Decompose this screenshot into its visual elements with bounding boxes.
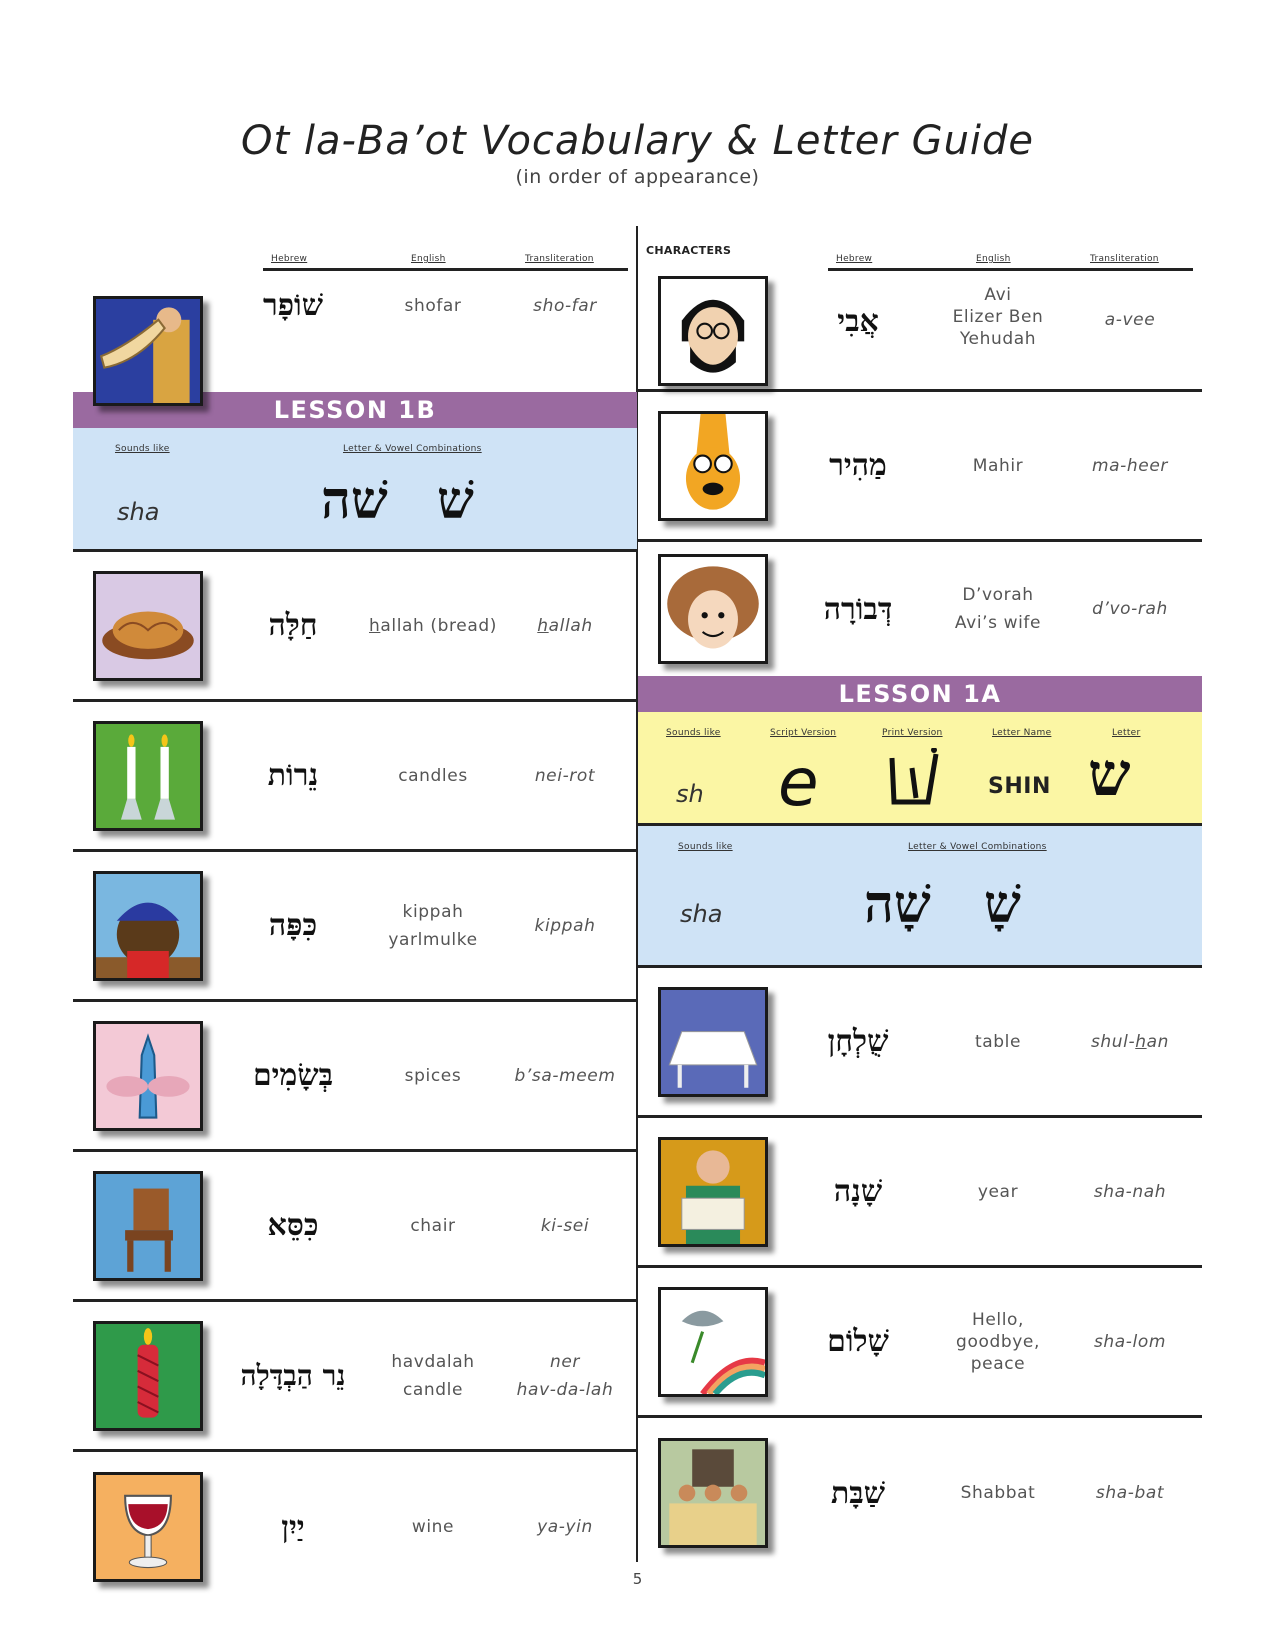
vocab-row-kippah — [73, 852, 637, 1002]
transliteration — [493, 1348, 637, 1404]
vocab-row-shabbat — [638, 1418, 1202, 1568]
english-word: shofar — [404, 296, 462, 316]
vocab-row-chair — [73, 1152, 637, 1302]
english-line-1: havdalah — [391, 1351, 475, 1372]
challah-image — [93, 571, 203, 681]
transliteration: b’sa-meem — [514, 1065, 616, 1086]
hebrew-word: חַלָּה — [268, 608, 318, 643]
transliteration: nei-rot — [534, 765, 596, 786]
vocab-row-shofar — [73, 226, 637, 392]
hebrew-word: בְּשָׂמִים — [252, 1058, 334, 1093]
hebrew-word: כִּפָּה — [268, 908, 318, 943]
shabbat-table-image — [658, 1438, 768, 1548]
english-word — [363, 898, 503, 954]
header-english: English — [411, 254, 446, 264]
transliteration: ki-sei — [540, 1215, 590, 1236]
havdalah-candle-image — [93, 1321, 203, 1431]
lesson-1a-letter-row — [638, 712, 1202, 826]
lesson-1b-combinations — [73, 428, 637, 552]
chair-image — [93, 1171, 203, 1281]
vocab-row-spices — [73, 1002, 637, 1152]
transliteration: sho-far — [533, 296, 597, 316]
script-version-label: Script Version — [770, 728, 837, 738]
combo-1: שׁה — [321, 470, 388, 531]
english-line-1: Avi — [984, 285, 1012, 305]
translit-line-2: hav-da-lah — [516, 1379, 614, 1400]
transliteration: ya-yin — [537, 1517, 593, 1537]
transliteration: kippah — [534, 915, 596, 936]
character-row-avi — [638, 226, 1202, 392]
hebrew-word: אֲבִי — [837, 304, 879, 339]
print-version-label: Print Version — [882, 728, 943, 738]
sounds-like-value: sha — [117, 498, 160, 526]
transliteration: sha-lom — [1093, 1331, 1167, 1352]
english-word — [928, 581, 1068, 637]
english-line-2: Elizer Ben — [952, 307, 1044, 327]
translit-underlined: h — [537, 615, 549, 636]
characters-label: CHARACTERS — [646, 244, 732, 257]
translit-pre: shul- — [1090, 1031, 1136, 1052]
combinations-label: Letter & Vowel Combinations — [343, 444, 482, 454]
hebrew-word: שָׁלוֹם — [827, 1324, 889, 1359]
hebrew-word: שׁוֹפָר — [263, 288, 323, 323]
lesson-1b-bar: LESSON 1B — [73, 392, 637, 428]
shofar-image — [93, 296, 203, 406]
character-row-mahir — [638, 392, 1202, 542]
english-word: Shabbat — [960, 1483, 1036, 1503]
english-word — [363, 1348, 503, 1404]
english-word: candles — [398, 765, 468, 786]
english-line-2: yarlmulke — [388, 929, 478, 950]
english-word: spices — [404, 1065, 462, 1086]
sounds-like-label: Sounds like — [678, 842, 733, 852]
header-transliteration: Transliteration — [1090, 254, 1159, 264]
english-word: chair — [410, 1215, 456, 1236]
dove-rainbow-image — [658, 1287, 768, 1397]
vocab-row-havdalah — [73, 1302, 637, 1452]
transliteration: sha-nah — [1093, 1181, 1167, 1202]
hebrew-word: נֵרוֹת — [267, 758, 319, 793]
translit-line-1: ner — [549, 1351, 581, 1372]
column-headers — [828, 254, 1198, 268]
hebrew-word: נֵר הַבְדָּלָה — [240, 1358, 346, 1392]
right-column — [638, 226, 1202, 1568]
english-word: table — [974, 1031, 1022, 1052]
lesson-1a-bar: LESSON 1A — [638, 676, 1202, 712]
kippah-image — [93, 871, 203, 981]
page-subtitle: (in order of appearance) — [515, 166, 760, 188]
translit-post: an — [1146, 1031, 1170, 1052]
english-rest: allah (bread) — [380, 615, 497, 636]
avi-character-image — [658, 276, 768, 386]
english-line-3: Yehudah — [959, 329, 1037, 349]
transliteration: ma-heer — [1092, 455, 1168, 476]
english-line-2: peace — [970, 1353, 1026, 1374]
vocab-row-shalom — [638, 1268, 1202, 1418]
header-english: English — [976, 254, 1011, 264]
header-rule — [263, 268, 628, 271]
english-word — [928, 1309, 1068, 1375]
character-row-dvorah — [638, 542, 1202, 676]
vocab-row-challah — [73, 552, 637, 702]
transliteration — [1058, 1028, 1202, 1056]
english-word: wine — [411, 1517, 455, 1537]
english-line-1: kippah — [402, 901, 464, 922]
header-hebrew: Hebrew — [836, 254, 873, 264]
boy-calendar-image — [658, 1137, 768, 1247]
vocab-row-table — [638, 968, 1202, 1118]
english-line-1: D’vorah — [962, 585, 1034, 605]
left-column — [73, 226, 637, 1602]
sounds-like-label: Sounds like — [115, 444, 170, 454]
sounds-like-label: Sounds like — [666, 728, 721, 738]
page-title: Ot la-Ba’ot Vocabulary & Letter Guide — [240, 118, 1035, 164]
letter-name-label: Letter Name — [992, 728, 1052, 738]
print-version-glyph — [886, 748, 942, 812]
header-rule — [828, 268, 1193, 271]
candles-image — [93, 721, 203, 831]
english-underlined: h — [369, 615, 381, 636]
english-word — [363, 612, 503, 640]
combinations-label: Letter & Vowel Combinations — [908, 842, 1047, 852]
letter-glyph: ש — [1088, 740, 1131, 810]
header-hebrew: Hebrew — [271, 254, 308, 264]
hebrew-word: שָׁנָה — [833, 1174, 883, 1209]
letter-name-value: SHIN — [988, 774, 1051, 799]
transliteration: sha-bat — [1095, 1483, 1165, 1503]
column-headers — [263, 254, 633, 268]
english-line-1: Hello, goodbye, — [956, 1309, 1040, 1352]
english-word: Mahir — [972, 455, 1024, 476]
english-line-2: Avi’s wife — [954, 613, 1042, 633]
sounds-like-value: sh — [676, 780, 704, 808]
vocab-row-year — [638, 1118, 1202, 1268]
english-word — [928, 284, 1068, 350]
transliteration: a-vee — [1104, 310, 1156, 330]
page-number: 5 — [632, 1570, 643, 1588]
vocab-row-candles — [73, 702, 637, 852]
sounds-like-value: sha — [680, 900, 723, 928]
combo-2: שָׁ — [984, 874, 1021, 935]
hebrew-word: מַהִיר — [829, 448, 887, 483]
hebrew-word: דְּבוֹרָה — [823, 591, 893, 627]
english-line-2: candle — [402, 1379, 464, 1400]
hebrew-word: שַׁבָּת — [831, 1475, 885, 1511]
lesson-1a-combinations — [638, 826, 1202, 968]
combo-1: שָׁה — [864, 874, 931, 935]
transliteration — [493, 612, 637, 640]
english-word: year — [977, 1181, 1019, 1202]
hebrew-word: כִּסֵּא — [267, 1208, 319, 1243]
hebrew-word: שֻׁלְחָן — [827, 1024, 889, 1059]
translit-rest: allah — [548, 615, 593, 636]
letter-label: Letter — [1112, 728, 1141, 738]
header-transliteration: Transliteration — [525, 254, 594, 264]
wine-cup-image — [93, 1472, 203, 1582]
script-version-glyph: e — [778, 744, 819, 821]
table-image — [658, 987, 768, 1097]
transliteration: d’vo-rah — [1092, 599, 1168, 619]
mahir-dog-image — [658, 411, 768, 521]
spice-box-image — [93, 1021, 203, 1131]
translit-underlined: h — [1135, 1031, 1147, 1052]
hebrew-word: יַיִן — [281, 1509, 305, 1545]
combo-2: שׁ — [437, 470, 474, 531]
dvorah-character-image — [658, 554, 768, 664]
